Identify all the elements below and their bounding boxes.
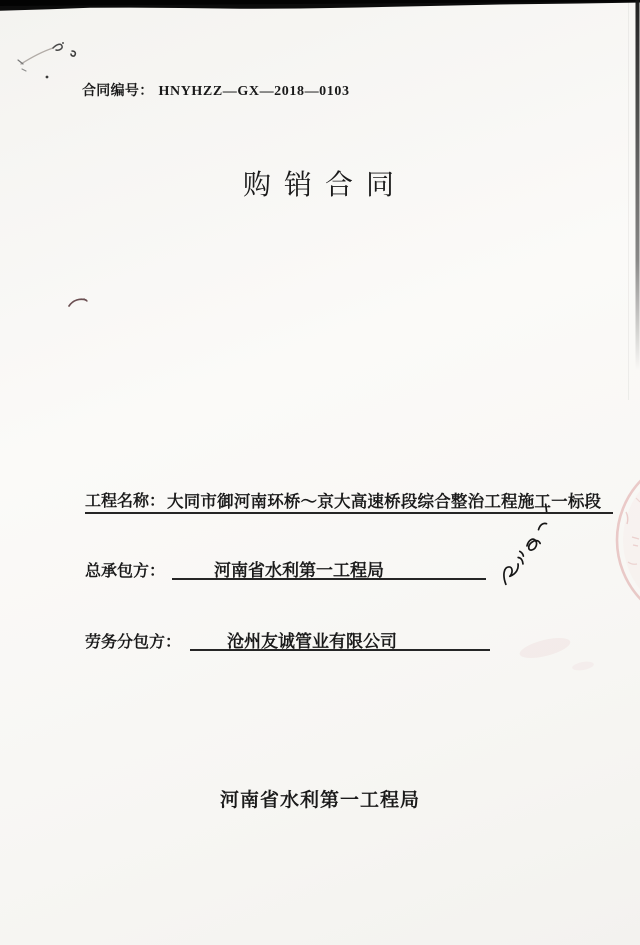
general-contractor-value: 河南省水利第一工程局	[172, 556, 486, 580]
labor-subcontractor-label: 劳务分包方：	[85, 634, 182, 651]
contract-number-line	[82, 80, 350, 100]
seal-bleed-smudge	[518, 634, 595, 672]
field-row-project-name	[85, 488, 613, 514]
document-title: 购 销 合 同	[242, 170, 397, 201]
contract-number-label: 合同编号：	[82, 84, 154, 99]
scan-edge-top	[0, 0, 640, 11]
general-contractor-label: 总承包方：	[85, 563, 166, 580]
red-seal-stamp	[617, 454, 640, 626]
labor-subcontractor-value: 沧州友诚管业有限公司	[190, 627, 490, 651]
project-name-label: 工程名称：	[85, 493, 166, 510]
pen-scribble-top-left	[18, 42, 75, 78]
handwritten-scribble	[482, 504, 570, 584]
pen-mark-left	[69, 299, 87, 306]
footer-organization: 河南省水利第一工程局	[219, 790, 420, 811]
contract-number-value: HNYHZZ—GX—2018—0103	[158, 84, 350, 99]
project-name-value: 大同市御河南环桥～京大高速桥段综合整治工程施工一标段	[167, 492, 602, 511]
